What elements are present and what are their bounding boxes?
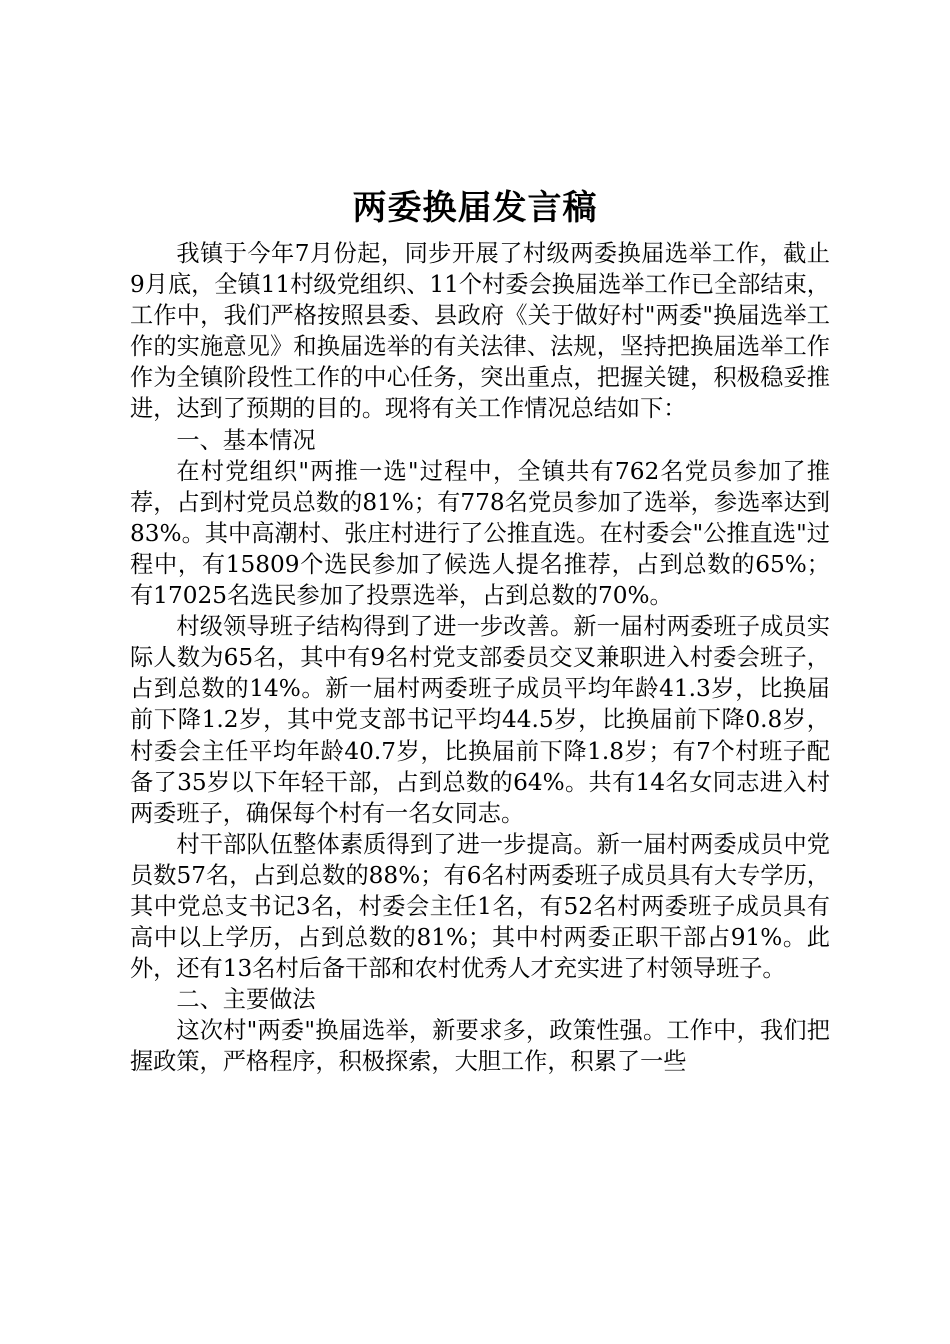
section-heading-practices: 二、主要做法: [176, 986, 316, 1014]
section-heading-basic: 一、基本情况: [176, 426, 316, 454]
paragraph-practices: 这次村"两委"换届选举，新要求多，政策性强。工作中，我们把握政策，严格程序，积极探索，大胆工作，积累了一些: [130, 1017, 830, 1076]
paragraph-quality: 村干部队伍整体素质得到了进一步提高。新一届村两委成员中党员数57名，占到总数的88%；有6名村两委班子成员具有大专学历，其中党总支书记3名，村委会主任1名，有52名村两委班子成员具有高中以上学历，占到总数的81%；其中村两委正职干部占91%。此外，还有13名村后备干部和农村优秀人才充实进了村领导班子。: [130, 830, 830, 983]
paragraph-election-stats: 在村党组织"两推一选"过程中，全镇共有762名党员参加了推荐，占到村党员总数的81%；有778名党员参加了选举，参选率达到83%。其中高潮村、张庄村进行了公推直选。在村委会"公推直选"过程中，有15809个选民参加了候选人提名推荐，占到总数的65%；有17025名选民参加了投票选举，占到总数的70%。: [130, 457, 830, 610]
document-body: [130, 238, 830, 1078]
intro-paragraph: 我镇于今年7月份起，同步开展了村级两委换届选举工作，截止9月底，全镇11村级党组织、11个村委会换届选举工作已全部结束，工作中，我们严格按照县委、县政府《关于做好村"两委"换届选举工作的实施意见》和换届选举的有关法律、法规，坚持把换届选举工作作为全镇阶段性工作的中心任务，突出重点，把握关键，积极稳妥推进，达到了预期的目的。现将有关工作情况总结如下：: [130, 240, 830, 423]
paragraph-structure: 村级领导班子结构得到了进一步改善。新一届村两委班子成员实际人数为65名，其中有9名村党支部委员交叉兼职进入村委会班子，占到总数的14%。新一届村两委班子成员平均年龄41.3岁，比换届前下降1.2岁，其中党支部书记平均44.5岁，比换届前下降0.8岁，村委会主任平均年龄40.7岁，比换届前下降1.8岁；有7个村班子配备了35岁以下年轻干部，占到总数的64%。共有14名女同志进入村两委班子，确保每个村有一名女同志。: [130, 613, 830, 827]
document-title: 两委换届发言稿: [352, 188, 598, 228]
